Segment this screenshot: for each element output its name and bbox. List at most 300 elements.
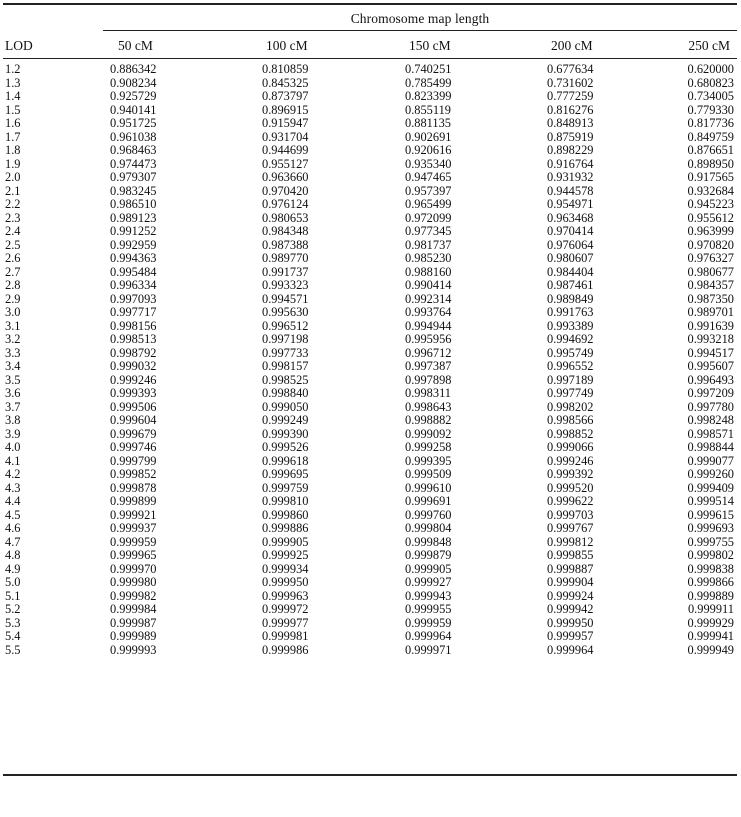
lod-cell: 4.3 — [5, 480, 21, 495]
value-200cm-cell: 0.999520 — [547, 480, 594, 495]
lod-cell: 2.8 — [5, 278, 21, 292]
value-100cm-cell: 0.999695 — [262, 467, 309, 481]
table-row — [0, 117, 741, 131]
value-50cm-cell: 0.999799 — [110, 453, 157, 468]
column-header-lod: LOD — [5, 38, 33, 53]
value-200cm-cell: 0.848913 — [547, 116, 594, 130]
value-150cm-cell: 0.997387 — [405, 359, 452, 373]
table-row — [0, 171, 741, 185]
value-250cm-cell: 0.987350 — [687, 291, 734, 306]
value-100cm-cell: 0.998157 — [262, 359, 309, 373]
value-150cm-cell: 0.999258 — [405, 440, 452, 454]
lod-cell: 4.1 — [5, 453, 21, 468]
table-row — [0, 360, 741, 374]
value-250cm-cell: 0.999802 — [687, 548, 734, 562]
value-50cm-cell: 0.999937 — [110, 521, 157, 535]
value-50cm-cell: 0.999506 — [110, 399, 157, 414]
table-row — [0, 549, 741, 563]
value-50cm-cell: 0.999746 — [110, 440, 157, 454]
table-row — [0, 333, 741, 347]
value-100cm-cell: 0.991737 — [262, 264, 309, 279]
value-250cm-cell: 0.997209 — [687, 386, 734, 400]
value-200cm-cell: 0.970414 — [547, 224, 594, 238]
value-150cm-cell: 0.999848 — [405, 534, 452, 549]
value-50cm-cell: 0.925729 — [110, 89, 157, 103]
lod-cell: 5.2 — [5, 602, 21, 616]
value-100cm-cell: 0.999950 — [262, 575, 309, 589]
value-250cm-cell: 0.999929 — [687, 615, 734, 630]
value-50cm-cell: 0.999984 — [110, 602, 157, 616]
value-100cm-cell: 0.999390 — [262, 426, 309, 441]
value-50cm-cell: 0.999852 — [110, 467, 157, 481]
table-row — [0, 401, 741, 415]
value-100cm-cell: 0.998525 — [262, 372, 309, 387]
value-250cm-cell: 0.998844 — [687, 440, 734, 454]
lod-cell: 4.2 — [5, 467, 21, 481]
table-top-rule — [3, 3, 737, 5]
lod-cell: 1.6 — [5, 116, 21, 130]
value-200cm-cell: 0.963468 — [547, 210, 594, 225]
value-150cm-cell: 0.990414 — [405, 278, 452, 292]
value-150cm-cell: 0.902691 — [405, 129, 452, 144]
group-header-chromosome-map-length: Chromosome map length — [350, 11, 490, 26]
table-row — [0, 279, 741, 293]
value-200cm-cell: 0.944578 — [547, 183, 594, 198]
lod-cell: 4.5 — [5, 507, 21, 522]
table-row — [0, 482, 741, 496]
value-150cm-cell: 0.999092 — [405, 426, 452, 441]
value-150cm-cell: 0.972099 — [405, 210, 452, 225]
value-200cm-cell: 0.731602 — [547, 75, 594, 90]
value-50cm-cell: 0.991252 — [110, 224, 157, 238]
value-200cm-cell: 0.998852 — [547, 426, 594, 441]
value-50cm-cell: 0.961038 — [110, 129, 157, 144]
table-row — [0, 131, 741, 145]
lod-cell: 4.4 — [5, 494, 21, 508]
table-row — [0, 644, 741, 658]
value-250cm-cell: 0.999077 — [687, 453, 734, 468]
table-row — [0, 455, 741, 469]
value-50cm-cell: 0.997093 — [110, 291, 157, 306]
table-row — [0, 374, 741, 388]
value-200cm-cell: 0.980607 — [547, 251, 594, 265]
value-100cm-cell: 0.999981 — [262, 629, 309, 643]
value-50cm-cell: 0.998156 — [110, 318, 157, 333]
value-150cm-cell: 0.999760 — [405, 507, 452, 522]
value-100cm-cell: 0.999050 — [262, 399, 309, 414]
lod-cell: 3.4 — [5, 359, 21, 373]
value-50cm-cell: 0.999921 — [110, 507, 157, 522]
value-250cm-cell: 0.980677 — [687, 264, 734, 279]
value-50cm-cell: 0.999878 — [110, 480, 157, 495]
value-250cm-cell: 0.999615 — [687, 507, 734, 522]
value-200cm-cell: 0.999904 — [547, 575, 594, 589]
value-50cm-cell: 0.999393 — [110, 386, 157, 400]
value-150cm-cell: 0.998882 — [405, 413, 452, 427]
lod-cell: 4.7 — [5, 534, 21, 549]
value-250cm-cell: 0.994517 — [687, 345, 734, 360]
lod-cell: 3.7 — [5, 399, 21, 414]
value-50cm-cell: 0.986510 — [110, 197, 157, 211]
lod-cell: 4.0 — [5, 440, 21, 454]
value-50cm-cell: 0.908234 — [110, 75, 157, 90]
value-100cm-cell: 0.999972 — [262, 602, 309, 616]
table-body — [0, 63, 741, 657]
lod-cell: 4.6 — [5, 521, 21, 535]
value-250cm-cell: 0.976327 — [687, 251, 734, 265]
value-200cm-cell: 0.996552 — [547, 359, 594, 373]
value-250cm-cell: 0.984357 — [687, 278, 734, 292]
value-50cm-cell: 0.951725 — [110, 116, 157, 130]
value-50cm-cell: 0.979307 — [110, 170, 157, 184]
value-100cm-cell: 0.999249 — [262, 413, 309, 427]
value-100cm-cell: 0.915947 — [262, 116, 309, 130]
value-150cm-cell: 0.988160 — [405, 264, 452, 279]
value-200cm-cell: 0.999957 — [547, 629, 594, 643]
value-100cm-cell: 0.955127 — [262, 156, 309, 171]
table-row — [0, 239, 741, 253]
value-100cm-cell: 0.999905 — [262, 534, 309, 549]
lod-cell: 3.2 — [5, 332, 21, 346]
value-50cm-cell: 0.999987 — [110, 615, 157, 630]
value-250cm-cell: 0.876651 — [687, 143, 734, 157]
value-150cm-cell: 0.993764 — [405, 305, 452, 319]
value-100cm-cell: 0.999526 — [262, 440, 309, 454]
value-150cm-cell: 0.999691 — [405, 494, 452, 508]
value-250cm-cell: 0.680823 — [687, 75, 734, 90]
table-row — [0, 63, 741, 77]
value-150cm-cell: 0.999955 — [405, 602, 452, 616]
value-100cm-cell: 0.976124 — [262, 197, 309, 211]
table-row — [0, 77, 741, 91]
value-150cm-cell: 0.999971 — [405, 642, 452, 657]
value-250cm-cell: 0.995607 — [687, 359, 734, 373]
table-row — [0, 522, 741, 536]
table-row — [0, 536, 741, 550]
value-200cm-cell: 0.999855 — [547, 548, 594, 562]
value-50cm-cell: 0.989123 — [110, 210, 157, 225]
value-250cm-cell: 0.989701 — [687, 305, 734, 319]
value-200cm-cell: 0.994692 — [547, 332, 594, 346]
value-150cm-cell: 0.823399 — [405, 89, 452, 103]
value-200cm-cell: 0.997189 — [547, 372, 594, 387]
table-row — [0, 158, 741, 172]
value-50cm-cell: 0.999970 — [110, 561, 157, 576]
value-150cm-cell: 0.947465 — [405, 170, 452, 184]
value-100cm-cell: 0.873797 — [262, 89, 309, 103]
value-150cm-cell: 0.999964 — [405, 629, 452, 643]
value-150cm-cell: 0.999509 — [405, 467, 452, 481]
value-100cm-cell: 0.999925 — [262, 548, 309, 562]
value-200cm-cell: 0.991763 — [547, 305, 594, 319]
column-header-50cm: 50 cM — [118, 38, 153, 53]
value-150cm-cell: 0.999959 — [405, 615, 452, 630]
value-100cm-cell: 0.999986 — [262, 642, 309, 657]
table-row — [0, 144, 741, 158]
value-50cm-cell: 0.968463 — [110, 143, 157, 157]
table-row — [0, 306, 741, 320]
lod-cell: 5.4 — [5, 629, 21, 643]
value-100cm-cell: 0.896915 — [262, 102, 309, 117]
value-50cm-cell: 0.997717 — [110, 305, 157, 319]
value-150cm-cell: 0.999395 — [405, 453, 452, 468]
table-row — [0, 617, 741, 631]
table-row — [0, 414, 741, 428]
value-100cm-cell: 0.997198 — [262, 332, 309, 346]
value-150cm-cell: 0.998311 — [405, 386, 452, 400]
value-200cm-cell: 0.875919 — [547, 129, 594, 144]
column-header-250cm: 250 cM — [688, 38, 730, 53]
table-row — [0, 266, 741, 280]
value-250cm-cell: 0.917565 — [687, 170, 734, 184]
header-rule — [3, 58, 737, 59]
value-250cm-cell: 0.999941 — [687, 629, 734, 643]
value-100cm-cell: 0.999886 — [262, 521, 309, 535]
value-150cm-cell: 0.740251 — [405, 62, 452, 76]
value-150cm-cell: 0.996712 — [405, 345, 452, 360]
value-100cm-cell: 0.993323 — [262, 278, 309, 292]
value-100cm-cell: 0.963660 — [262, 170, 309, 184]
value-250cm-cell: 0.898950 — [687, 156, 734, 171]
value-200cm-cell: 0.998202 — [547, 399, 594, 414]
value-100cm-cell: 0.994571 — [262, 291, 309, 306]
value-250cm-cell: 0.849759 — [687, 129, 734, 144]
value-250cm-cell: 0.955612 — [687, 210, 734, 225]
lod-cell: 1.7 — [5, 129, 21, 144]
value-250cm-cell: 0.991639 — [687, 318, 734, 333]
lod-cell: 2.1 — [5, 183, 21, 198]
value-100cm-cell: 0.999860 — [262, 507, 309, 522]
value-250cm-cell: 0.817736 — [687, 116, 734, 130]
value-200cm-cell: 0.997749 — [547, 386, 594, 400]
value-250cm-cell: 0.999911 — [687, 602, 734, 616]
value-150cm-cell: 0.999943 — [405, 588, 452, 603]
lod-cell: 3.5 — [5, 372, 21, 387]
value-100cm-cell: 0.944699 — [262, 143, 309, 157]
lod-cell: 5.0 — [5, 575, 21, 589]
value-200cm-cell: 0.999887 — [547, 561, 594, 576]
value-250cm-cell: 0.997780 — [687, 399, 734, 414]
value-200cm-cell: 0.677634 — [547, 62, 594, 76]
column-header-200cm: 200 cM — [551, 38, 593, 53]
value-50cm-cell: 0.999604 — [110, 413, 157, 427]
value-150cm-cell: 0.977345 — [405, 224, 452, 238]
value-250cm-cell: 0.779330 — [687, 102, 734, 117]
value-50cm-cell: 0.940141 — [110, 102, 157, 117]
value-100cm-cell: 0.970420 — [262, 183, 309, 198]
value-150cm-cell: 0.985230 — [405, 251, 452, 265]
value-200cm-cell: 0.999392 — [547, 467, 594, 481]
value-100cm-cell: 0.810859 — [262, 62, 309, 76]
lod-cell: 3.0 — [5, 305, 21, 319]
value-200cm-cell: 0.999924 — [547, 588, 594, 603]
value-100cm-cell: 0.997733 — [262, 345, 309, 360]
lod-cell: 5.3 — [5, 615, 21, 630]
value-200cm-cell: 0.777259 — [547, 89, 594, 103]
lod-cell: 3.9 — [5, 426, 21, 441]
lod-cell: 2.6 — [5, 251, 21, 265]
table-row — [0, 630, 741, 644]
value-100cm-cell: 0.980653 — [262, 210, 309, 225]
value-200cm-cell: 0.954971 — [547, 197, 594, 211]
value-200cm-cell: 0.999767 — [547, 521, 594, 535]
value-150cm-cell: 0.999879 — [405, 548, 452, 562]
value-50cm-cell: 0.999965 — [110, 548, 157, 562]
table-row — [0, 347, 741, 361]
value-250cm-cell: 0.999514 — [687, 494, 734, 508]
table-row — [0, 90, 741, 104]
table-row — [0, 590, 741, 604]
value-200cm-cell: 0.995749 — [547, 345, 594, 360]
value-250cm-cell: 0.999409 — [687, 480, 734, 495]
value-200cm-cell: 0.999812 — [547, 534, 594, 549]
value-100cm-cell: 0.931704 — [262, 129, 309, 144]
value-250cm-cell: 0.945223 — [687, 197, 734, 211]
value-150cm-cell: 0.957397 — [405, 183, 452, 198]
lod-cell: 3.8 — [5, 413, 21, 427]
value-100cm-cell: 0.996512 — [262, 318, 309, 333]
value-250cm-cell: 0.963999 — [687, 224, 734, 238]
lod-cell: 2.4 — [5, 224, 21, 238]
value-150cm-cell: 0.881135 — [405, 116, 452, 130]
value-200cm-cell: 0.993389 — [547, 318, 594, 333]
value-250cm-cell: 0.999889 — [687, 588, 734, 603]
table-row — [0, 212, 741, 226]
table-row — [0, 603, 741, 617]
value-200cm-cell: 0.984404 — [547, 264, 594, 279]
lod-cell: 2.5 — [5, 237, 21, 252]
value-100cm-cell: 0.999618 — [262, 453, 309, 468]
table-row — [0, 387, 741, 401]
lod-cell: 4.9 — [5, 561, 21, 576]
group-header-rule — [103, 30, 737, 31]
value-50cm-cell: 0.983245 — [110, 183, 157, 198]
lod-cell: 3.6 — [5, 386, 21, 400]
value-50cm-cell: 0.999899 — [110, 494, 157, 508]
table-row — [0, 104, 741, 118]
value-250cm-cell: 0.620000 — [687, 62, 734, 76]
value-50cm-cell: 0.998513 — [110, 332, 157, 346]
value-50cm-cell: 0.992959 — [110, 237, 157, 252]
value-250cm-cell: 0.998571 — [687, 426, 734, 441]
lod-cell: 2.2 — [5, 197, 21, 211]
value-200cm-cell: 0.999622 — [547, 494, 594, 508]
value-50cm-cell: 0.999989 — [110, 629, 157, 643]
value-150cm-cell: 0.965499 — [405, 197, 452, 211]
value-100cm-cell: 0.984348 — [262, 224, 309, 238]
value-250cm-cell: 0.734005 — [687, 89, 734, 103]
value-50cm-cell: 0.999982 — [110, 588, 157, 603]
value-200cm-cell: 0.916764 — [547, 156, 594, 171]
value-150cm-cell: 0.920616 — [405, 143, 452, 157]
value-200cm-cell: 0.931932 — [547, 170, 594, 184]
value-150cm-cell: 0.785499 — [405, 75, 452, 90]
value-150cm-cell: 0.998643 — [405, 399, 452, 414]
value-200cm-cell: 0.998566 — [547, 413, 594, 427]
value-50cm-cell: 0.995484 — [110, 264, 157, 279]
value-100cm-cell: 0.999810 — [262, 494, 309, 508]
lod-cell: 1.3 — [5, 75, 21, 90]
value-200cm-cell: 0.987461 — [547, 278, 594, 292]
value-50cm-cell: 0.998792 — [110, 345, 157, 360]
lod-cell: 2.7 — [5, 264, 21, 279]
value-250cm-cell: 0.999693 — [687, 521, 734, 535]
value-100cm-cell: 0.999977 — [262, 615, 309, 630]
value-250cm-cell: 0.999260 — [687, 467, 734, 481]
value-200cm-cell: 0.976064 — [547, 237, 594, 252]
lod-cell: 1.5 — [5, 102, 21, 117]
value-50cm-cell: 0.996334 — [110, 278, 157, 292]
table-row — [0, 495, 741, 509]
value-150cm-cell: 0.999804 — [405, 521, 452, 535]
value-250cm-cell: 0.932684 — [687, 183, 734, 198]
lod-cell: 5.1 — [5, 588, 21, 603]
value-200cm-cell: 0.999246 — [547, 453, 594, 468]
value-50cm-cell: 0.999993 — [110, 642, 157, 657]
lod-cell: 4.8 — [5, 548, 21, 562]
value-100cm-cell: 0.989770 — [262, 251, 309, 265]
value-50cm-cell: 0.999980 — [110, 575, 157, 589]
lod-cell: 1.4 — [5, 89, 21, 103]
table-row — [0, 252, 741, 266]
value-50cm-cell: 0.974473 — [110, 156, 157, 171]
value-50cm-cell: 0.994363 — [110, 251, 157, 265]
table-bottom-rule — [3, 774, 737, 776]
lod-cell: 2.9 — [5, 291, 21, 306]
lod-cell: 2.3 — [5, 210, 21, 225]
value-150cm-cell: 0.994944 — [405, 318, 452, 333]
table-row — [0, 441, 741, 455]
value-100cm-cell: 0.999963 — [262, 588, 309, 603]
value-150cm-cell: 0.935340 — [405, 156, 452, 171]
value-150cm-cell: 0.855119 — [405, 102, 452, 117]
value-100cm-cell: 0.998840 — [262, 386, 309, 400]
value-50cm-cell: 0.999959 — [110, 534, 157, 549]
column-header-100cm: 100 cM — [266, 38, 308, 53]
lod-cell: 1.2 — [5, 62, 21, 76]
value-150cm-cell: 0.999927 — [405, 575, 452, 589]
lod-cell: 3.1 — [5, 318, 21, 333]
value-50cm-cell: 0.886342 — [110, 62, 157, 76]
value-150cm-cell: 0.995956 — [405, 332, 452, 346]
table-row — [0, 320, 741, 334]
value-200cm-cell: 0.999066 — [547, 440, 594, 454]
value-150cm-cell: 0.999905 — [405, 561, 452, 576]
value-250cm-cell: 0.999755 — [687, 534, 734, 549]
table-row — [0, 225, 741, 239]
value-50cm-cell: 0.999246 — [110, 372, 157, 387]
value-100cm-cell: 0.995630 — [262, 305, 309, 319]
column-header-150cm: 150 cM — [409, 38, 451, 53]
value-200cm-cell: 0.999942 — [547, 602, 594, 616]
table-row — [0, 428, 741, 442]
lod-cell: 3.3 — [5, 345, 21, 360]
value-200cm-cell: 0.898229 — [547, 143, 594, 157]
value-200cm-cell: 0.999703 — [547, 507, 594, 522]
table-row — [0, 576, 741, 590]
value-100cm-cell: 0.999759 — [262, 480, 309, 495]
table-row — [0, 293, 741, 307]
value-250cm-cell: 0.993218 — [687, 332, 734, 346]
value-100cm-cell: 0.999934 — [262, 561, 309, 576]
value-100cm-cell: 0.987388 — [262, 237, 309, 252]
value-150cm-cell: 0.992314 — [405, 291, 452, 306]
value-50cm-cell: 0.999679 — [110, 426, 157, 441]
value-250cm-cell: 0.998248 — [687, 413, 734, 427]
lod-cell: 2.0 — [5, 170, 21, 184]
table-row — [0, 563, 741, 577]
lod-cell: 5.5 — [5, 642, 21, 657]
